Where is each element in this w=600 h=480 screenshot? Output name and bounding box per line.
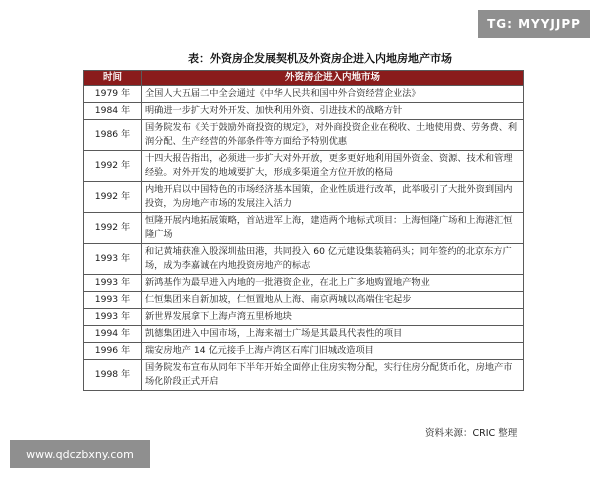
table-row	[84, 326, 524, 343]
table-header-row	[84, 71, 524, 86]
table-row	[84, 151, 524, 182]
cell-event: 国务院发布《关于鼓励外商投资的规定》，对外商投资企业在税收、土地使用费、劳务费、利润分配、生产经营的外部条件等方面给予特别优惠	[142, 120, 524, 151]
cell-event: 瑞安房地产 14 亿元接手上海卢湾区石库门旧城改造项目	[142, 343, 524, 360]
cell-year: 1984 年	[84, 103, 142, 120]
cell-event: 明确进一步扩大对外开发、加快利用外资、引进技术的战略方针	[142, 103, 524, 120]
cell-year: 1992 年	[84, 213, 142, 244]
cell-year: 1993 年	[84, 292, 142, 309]
cell-year: 1993 年	[84, 309, 142, 326]
table-row	[84, 120, 524, 151]
cell-year: 1996 年	[84, 343, 142, 360]
table-row	[84, 86, 524, 103]
source-note: 资料来源：CRIC 整理	[425, 428, 518, 439]
cell-event: 恒隆开展内地拓展策略，首站进军上海，建造两个地标式项目：上海恒隆广场和上海港汇恒隆广场	[142, 213, 524, 244]
cell-event: 和记黄埔获准入股深圳盐田港，共同投入 60 亿元建设集装箱码头；同年签约的北京东方广场，成为李嘉诚在内地投资房地产的标志	[142, 244, 524, 275]
cell-event: 仁恒集团来自新加坡，仁恒置地从上海、南京两城以高端住宅起步	[142, 292, 524, 309]
cell-year: 1993 年	[84, 244, 142, 275]
column-header-time: 时间	[84, 71, 142, 86]
table-row	[84, 292, 524, 309]
table-title: 表：外资房企发展契机及外资房企进入内地房地产市场	[188, 52, 452, 65]
table-row	[84, 309, 524, 326]
cell-year: 1986 年	[84, 120, 142, 151]
table-row	[84, 103, 524, 120]
cell-year: 1992 年	[84, 151, 142, 182]
cell-year: 1993 年	[84, 275, 142, 292]
table-row	[84, 360, 524, 391]
cell-event: 凯德集团进入中国市场，上海来福士广场是其最具代表性的项目	[142, 326, 524, 343]
cell-event: 全国人大五届二中全会通过《中华人民共和国中外合资经营企业法》	[142, 86, 524, 103]
watermark-badge-bottom: www.qdczbxny.com	[10, 440, 150, 468]
cell-event: 国务院发布宣布从同年下半年开始全面停止住房实物分配，实行住房分配货币化，房地产市场化阶段正式开启	[142, 360, 524, 391]
cell-event: 十四大报告指出，必须进一步扩大对外开放，更多更好地利用国外资金、资源、技术和管理经验。对外开发的地域要扩大，形成多渠道全方位开放的格局	[142, 151, 524, 182]
table-row	[84, 343, 524, 360]
watermark-badge-top: TG: MYYJJPP	[478, 10, 590, 38]
cell-year: 1992 年	[84, 182, 142, 213]
column-header-event: 外资房企进入内地市场	[142, 71, 524, 86]
cell-event: 新世界发展拿下上海卢湾五里桥地块	[142, 309, 524, 326]
table-row	[84, 213, 524, 244]
table-row	[84, 275, 524, 292]
cell-year: 1994 年	[84, 326, 142, 343]
data-table	[83, 70, 524, 391]
cell-event: 新鸿基作为最早进入内地的一批港资企业，在北上广多地购置地产物业	[142, 275, 524, 292]
table-row	[84, 244, 524, 275]
cell-event: 内地开启以中国特色的市场经济基本国策，企业性质进行改革，此举吸引了大批外资到国内投资，为房地产市场的发展注入活力	[142, 182, 524, 213]
table-row	[84, 182, 524, 213]
cell-year: 1979 年	[84, 86, 142, 103]
cell-year: 1998 年	[84, 360, 142, 391]
